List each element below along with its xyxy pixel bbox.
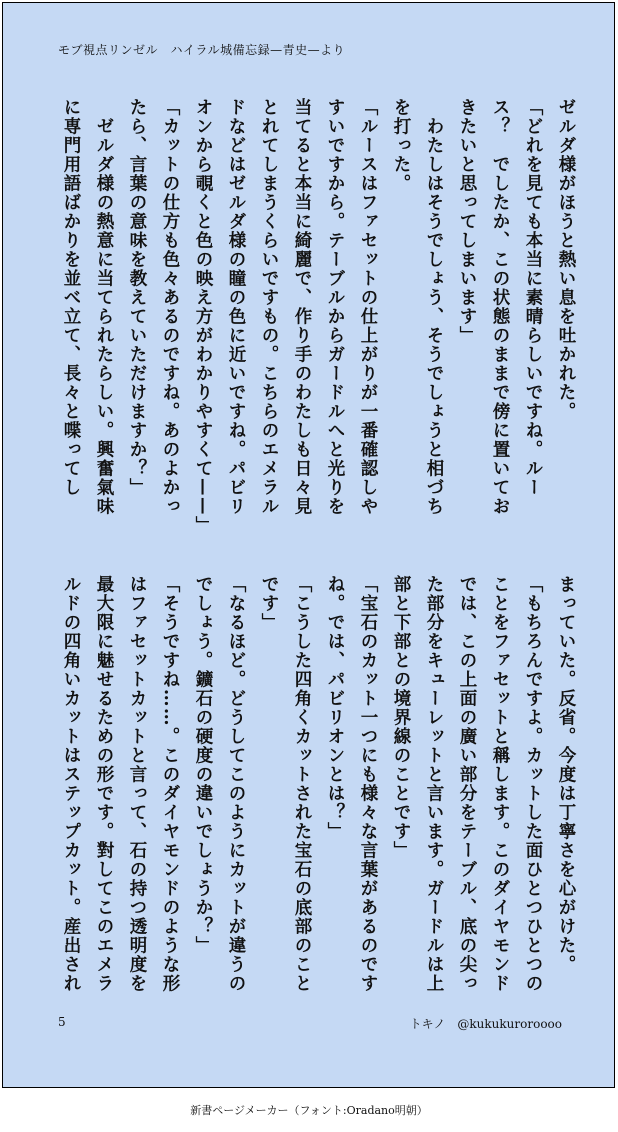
text-line: すいですから。テーブルからガードルへと光りを [325,98,345,516]
page-header: モブ視点リンゼル ハイラル城備忘録—青史—より [58,43,346,57]
text-line: ゼルダ様の熱意に当てられたらしい。興奮氣味 [94,98,114,516]
upper-text-block [52,98,582,538]
lower-text-block [52,575,582,1015]
text-line: 「カットの仕方も色々あるのですね。あのよかっ [160,98,180,516]
text-line: 「もちろんですよ。カットした面ひとつひとつの [523,575,543,993]
text-line: ことをファセットと稱します。このダイヤモンド [490,575,510,993]
text-line: では、この上面の廣い部分をテーブル、底の尖っ [457,575,477,993]
text-line: を打った。 [391,98,411,193]
text-line: た部分をキューレットと言います。ガードルは上 [424,575,444,993]
text-line: ね。では、パビリオンとは？」 [325,575,345,841]
text-line: 最大限に魅せるための形です。對してこのエメラ [94,575,114,993]
text-line: ルドの四角いカットはステップカット。産出され [61,575,81,993]
text-line: ス？ でしたか、この状態のままで傍に置いてお [490,98,510,516]
text-line: 「どれを見ても本当に素晴らしいですね。ルー [523,98,543,497]
text-line: 「ルースはファセットの仕上がりが一番確認しや [358,98,378,516]
text-line: まっていた。反省。今度は丁寧さを心がけた。 [556,575,576,974]
text-line: 当てると本当に綺麗で、作り手のわたしも日々見 [292,98,312,516]
text-line: 「宝石のカット一つにも様々な言葉があるのです [358,575,378,993]
book-page [2,2,615,1088]
text-line: です」 [259,575,279,632]
page-number: 5 [58,1015,66,1029]
text-line: はファセットカットと言って、石の持つ透明度を [127,575,147,993]
text-line: に専門用語ばかりを並べ立て、長々と喋ってし [61,98,81,497]
generator-caption: 新書ページメーカー（フォント:Oradano明朝） [190,1104,428,1117]
text-line: でしょう。鑛石の硬度の違いでしょうか？」 [193,575,213,955]
author-credit: トキノ @kukukuroroooo [409,1017,562,1031]
text-line: 部と下部との境界線のことです」 [391,575,411,860]
text-line: わたしはそうでしょう、そうでしょうと相づち [424,98,444,516]
text-line: たら、言葉の意味を教えていただけますか？」 [127,98,147,497]
text-line: ドなどはゼルダ様の瞳の色に近いですね。パビリ [226,98,246,516]
text-line: とれてしまうくらいですもの。こちらのエメラル [259,98,279,516]
text-line: 「なるほど。どうしてこのようにカットが違うの [226,575,246,993]
text-line: 「そうですね……。このダイヤモンドのような形 [160,575,180,993]
text-line: オンから覗くと色の映え方がわかりやすくて——」 [193,98,213,535]
text-line: きたいと思ってしまいます」 [457,98,477,345]
text-line: 「こうした四角くカットされた宝石の底部のこと [292,575,312,993]
text-line: ゼルダ様がほうと熱い息を吐かれた。 [556,98,576,421]
